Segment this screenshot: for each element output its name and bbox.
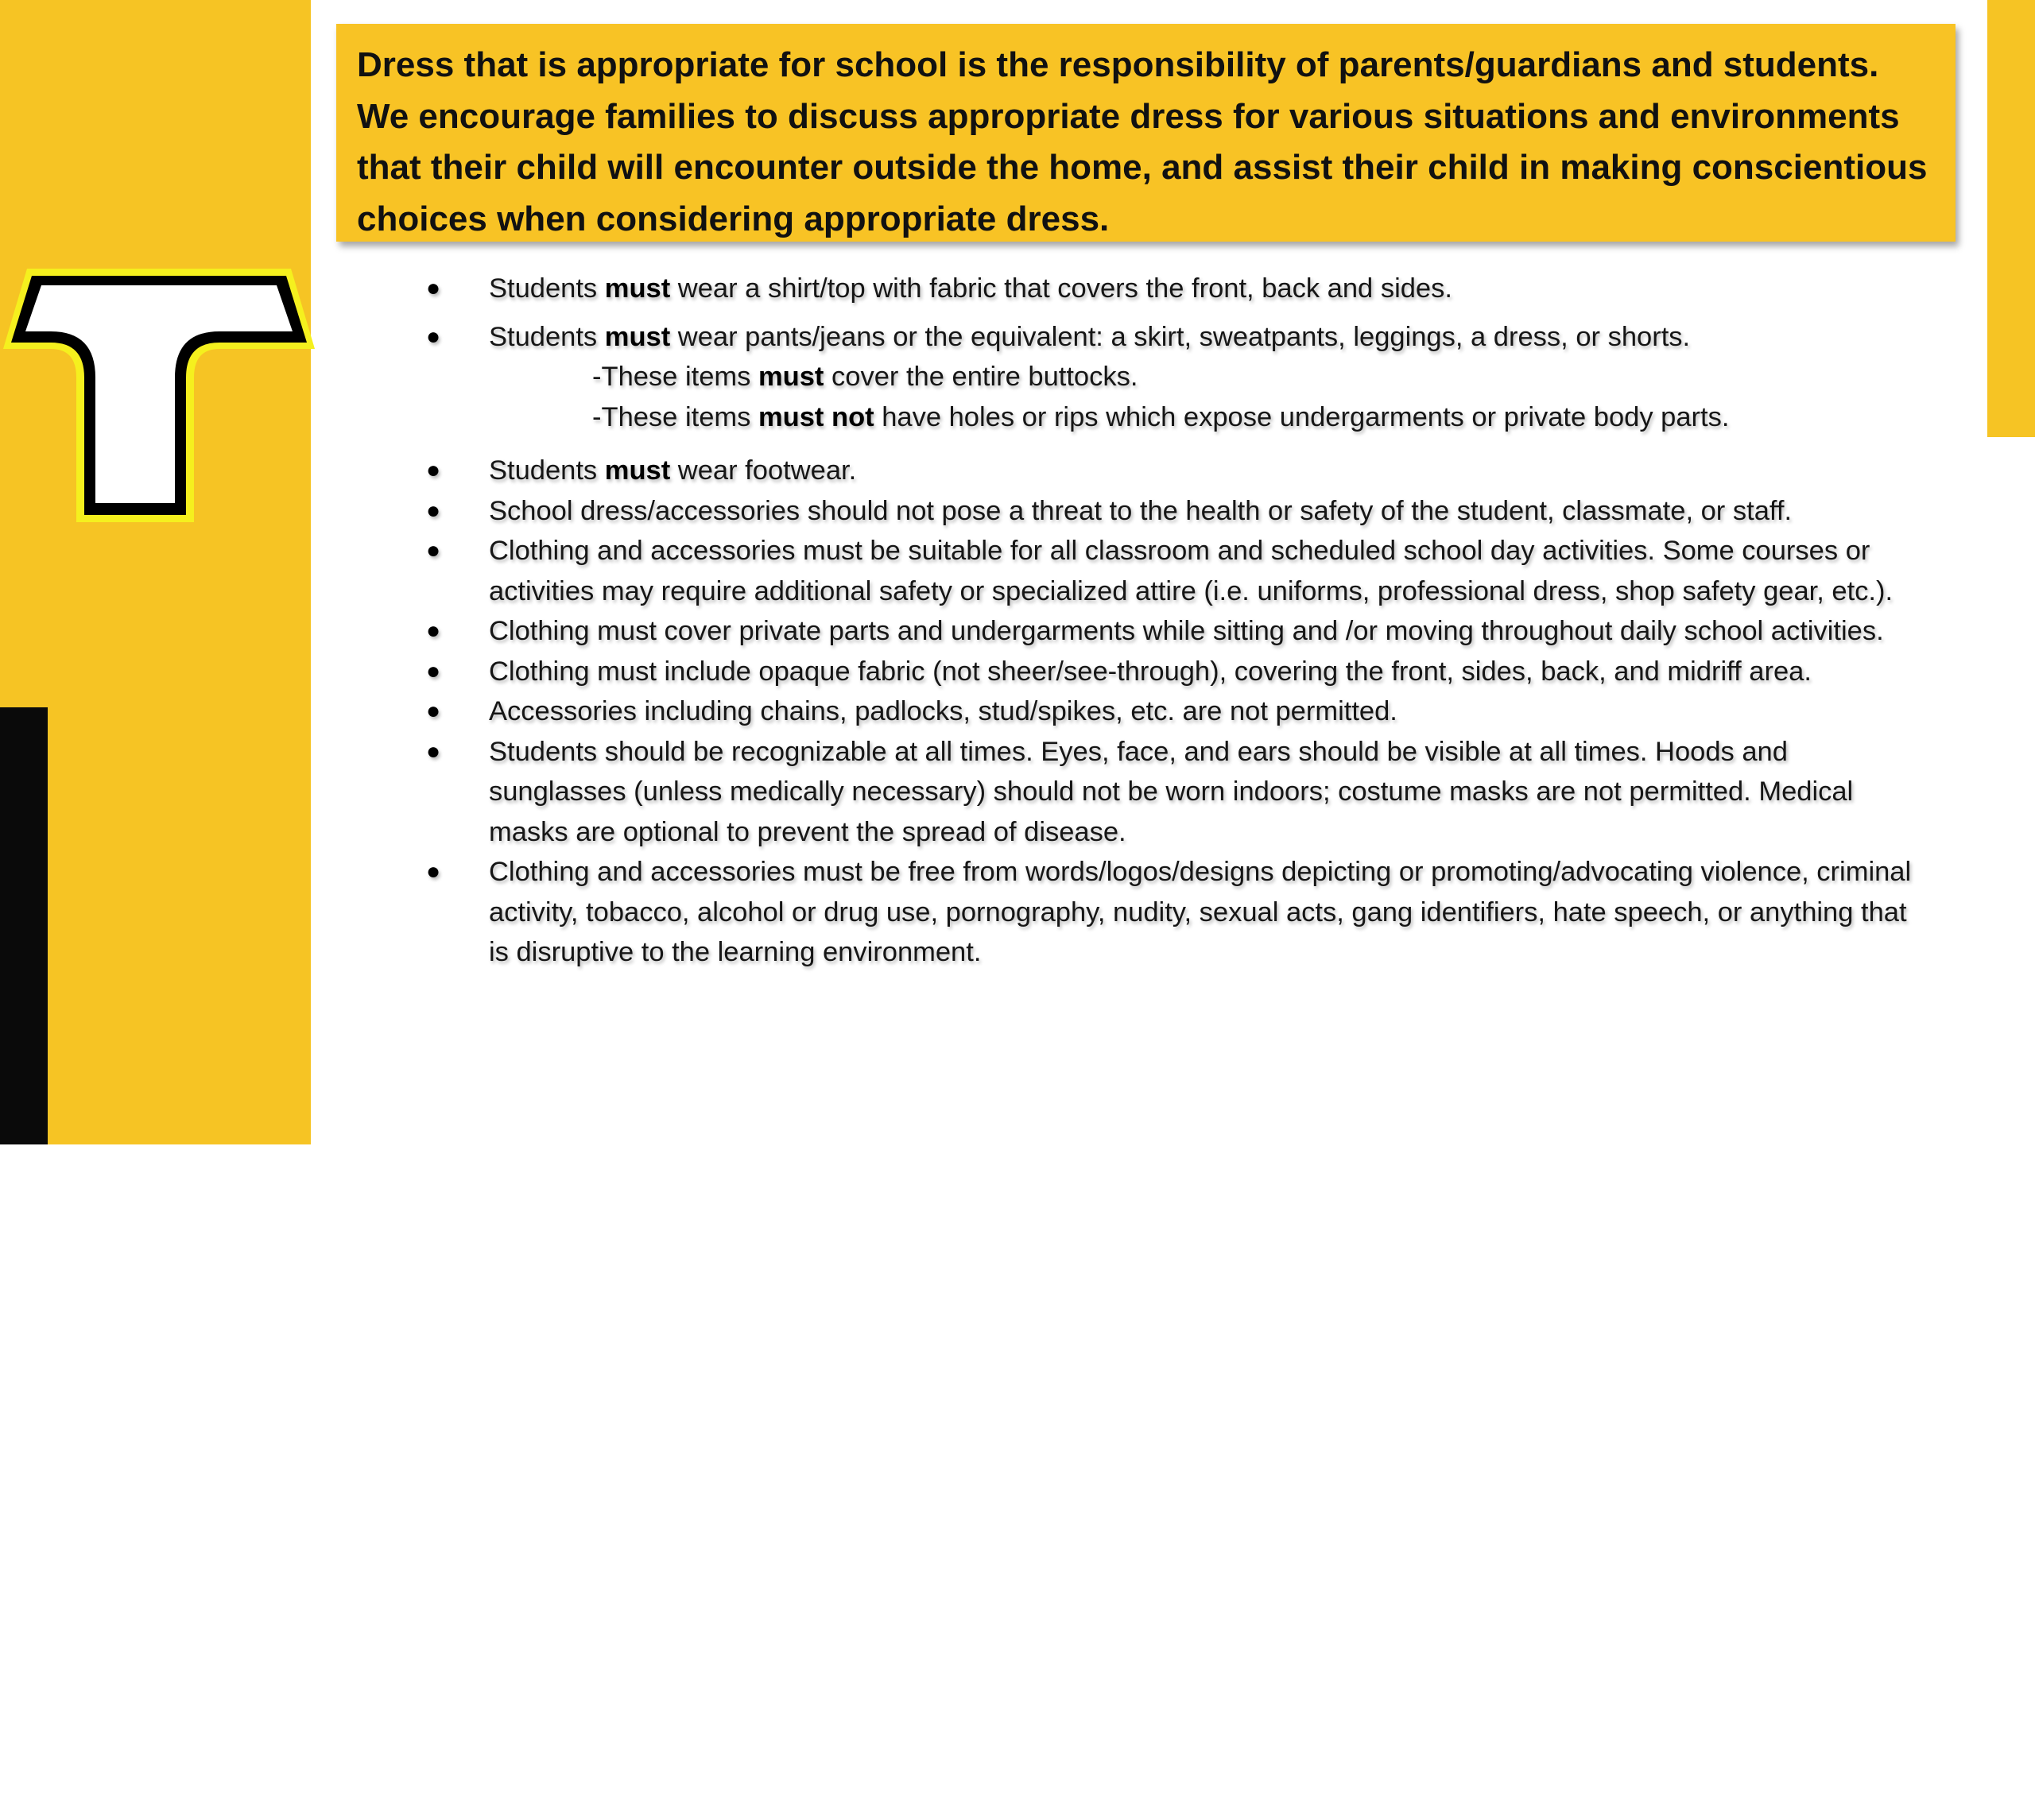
rule-text: Students xyxy=(489,455,605,486)
rule-cover-private-parts xyxy=(421,611,1932,652)
rule-shirt xyxy=(421,269,1932,309)
bullet-icon: ● xyxy=(425,497,441,524)
rule-no-offensive-designs xyxy=(421,852,1932,973)
sub-rule-buttocks xyxy=(489,357,1932,397)
rule-text: Accessories including chains, padlocks, stud/spikes, etc. are not permitted. xyxy=(489,696,1397,726)
intro-callout: Dress that is appropriate for school is the responsibility of parents/guardians and students. We encourage families to discuss appropriate dress for various situations and environments that their child will encounter outside the home, and assist their child in making conscientious choices when considering appropriate dress. xyxy=(336,24,1956,242)
rule-text: -These items xyxy=(592,401,758,432)
rule-emphasis: must not xyxy=(758,401,874,432)
rule-text: -These items xyxy=(592,362,758,392)
rule-text: Students should be recognizable at all times. Eyes, face, and ears should be visible at all times. Hoods and sunglasses (unless medically necessary) should not be worn indoors; costume masks are not permitted. Medical masks are optional to prevent the spread of disease. xyxy=(489,736,1854,847)
rule-text: Clothing and accessories must be suitable for all classroom and scheduled school day activities. Some courses or activities may require additional safety or specialized attire (i.e. uniforms, professional dress, shop safety gear, etc.). xyxy=(489,536,1894,606)
rule-pants xyxy=(421,317,1932,438)
bullet-icon: ● xyxy=(425,698,441,724)
rule-text: Clothing must include opaque fabric (not sheer/see-through), covering the front, sides, back, and midriff area. xyxy=(489,656,1812,687)
dress-code-rules-list xyxy=(421,269,1932,973)
rule-footwear xyxy=(421,451,1932,491)
slidesmania-credit: SLIDESMANIA.COM xyxy=(17,1621,41,1820)
rule-text: Students xyxy=(489,273,605,304)
bullet-icon: ● xyxy=(425,275,441,301)
rule-accessories xyxy=(421,691,1932,732)
block-letter-t-logo xyxy=(0,265,318,527)
bullet-icon: ● xyxy=(425,537,441,563)
rule-text: have holes or rips which expose undergarments or private body parts. xyxy=(874,401,1730,432)
rule-text: cover the entire buttocks. xyxy=(824,362,1138,392)
rule-text: Clothing and accessories must be free from words/logos/designs depicting or promoting/advocating violence, criminal activity, tobacco, alcohol or drug use, pornography, nudity, sexual acts, gang identifiers, hate speech, or anything that is disruptive to the learning environment. xyxy=(489,857,1912,967)
side-black-strip xyxy=(0,707,48,1820)
rule-emphasis: must xyxy=(604,273,671,304)
rule-emphasis: must xyxy=(758,362,824,392)
rule-text: Clothing must cover private parts and undergarments while sitting and /or moving throughout daily school activities. xyxy=(489,616,1884,646)
rule-text: Students xyxy=(489,321,605,352)
bullet-icon: ● xyxy=(425,858,441,885)
bullet-icon: ● xyxy=(425,323,441,350)
rule-opaque-fabric xyxy=(421,652,1932,692)
bullet-icon: ● xyxy=(425,738,441,765)
right-accent-bar xyxy=(1987,0,2035,437)
bullet-icon: ● xyxy=(425,457,441,483)
rule-text: School dress/accessories should not pose a threat to the health or safety of the student, classmate, or staff. xyxy=(489,495,1793,526)
rule-suitable-attire xyxy=(421,531,1932,611)
rule-text: wear pants/jeans or the equivalent: a skirt, sweatpants, leggings, a dress, or shorts. xyxy=(670,321,1691,352)
rule-emphasis: must xyxy=(604,321,671,352)
rule-safety xyxy=(421,491,1932,532)
sub-rule-holes xyxy=(489,397,1932,438)
rule-emphasis: must xyxy=(604,455,671,486)
bullet-icon: ● xyxy=(425,618,441,644)
bullet-icon: ● xyxy=(425,657,441,684)
rule-text: wear footwear. xyxy=(670,455,857,486)
rule-recognizable xyxy=(421,732,1932,853)
rule-text: wear a shirt/top with fabric that covers the front, back and sides. xyxy=(670,273,1452,304)
